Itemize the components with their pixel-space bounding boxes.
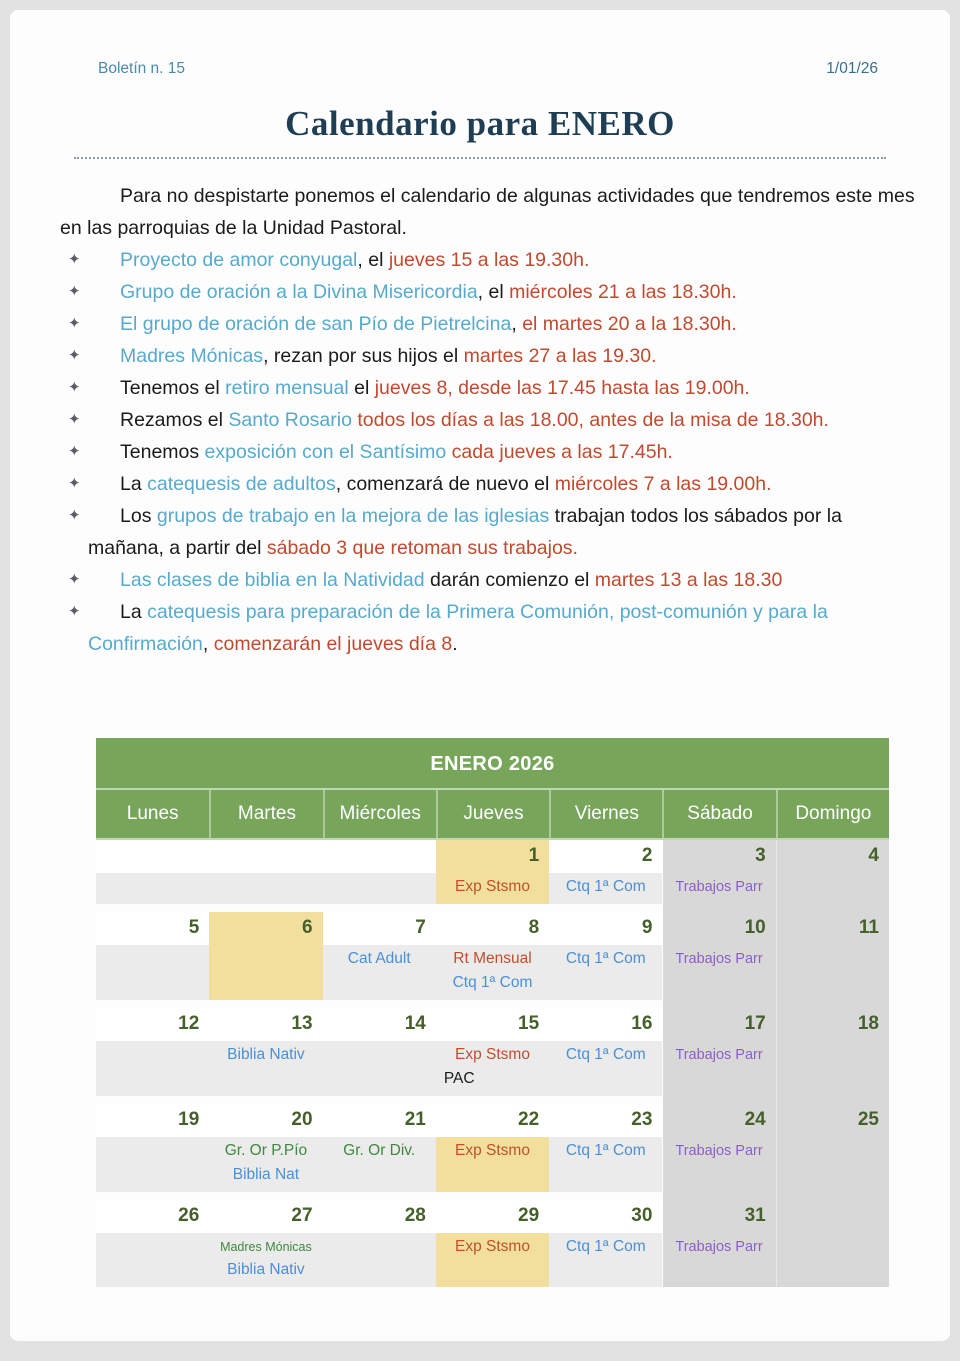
day-number: 4	[868, 845, 879, 866]
day-number: 17	[744, 1013, 766, 1034]
calendar-day-cell	[323, 912, 436, 1000]
day-number: 13	[209, 1008, 322, 1041]
day-events	[776, 873, 889, 904]
day-number: 27	[209, 1200, 322, 1233]
activity-item	[60, 276, 922, 308]
day-events	[662, 945, 775, 1000]
day-header: Lunes	[126, 803, 179, 824]
event-label: Gr. Or P.Pío	[224, 1142, 308, 1159]
day-events	[323, 1041, 436, 1096]
event-label: Exp Stsmo	[455, 1238, 530, 1255]
day-header: Sábado	[662, 790, 775, 838]
calendar-day-cell	[323, 1200, 436, 1287]
calendar-day-cell	[436, 912, 549, 1000]
day-events	[549, 873, 662, 904]
event-label: Biblia Nativ	[227, 1046, 305, 1063]
day-events	[662, 1233, 775, 1287]
calendar-day-cell	[209, 1104, 322, 1192]
calendar-day-cell	[662, 912, 775, 1000]
day-events	[436, 1137, 549, 1192]
day-number: 30	[549, 1200, 662, 1233]
day-number: 5	[96, 912, 209, 945]
day-events	[549, 945, 662, 1000]
text-segment: trabajan todos los sábados por la mañana, a partir del	[88, 505, 842, 559]
calendar-day-cell	[662, 1008, 775, 1096]
activity-list	[60, 244, 922, 660]
day-header: Domingo	[776, 790, 889, 838]
diamond-bullet-icon: ✦	[68, 315, 81, 332]
text-segment: miércoles 21 a las 18.30h.	[509, 281, 737, 303]
event-label: Trabajos Parr	[675, 879, 763, 895]
event-label: Rt Mensual	[453, 950, 532, 967]
event-label: Exp Stsmo	[455, 878, 530, 895]
diamond-bullet-icon: ✦	[68, 283, 81, 300]
event-label: Ctq 1ª Com	[565, 1046, 646, 1063]
calendar-day-cell	[209, 912, 322, 1000]
diamond-bullet-icon: ✦	[68, 507, 81, 524]
event-label: Trabajos Parr	[675, 951, 763, 967]
diamond-bullet-icon: ✦	[68, 443, 81, 460]
page-title: Calendario para ENERO	[285, 104, 675, 143]
text-segment: La	[120, 601, 148, 623]
day-events	[662, 1137, 775, 1192]
day-events	[662, 1041, 775, 1096]
event-label: Cat Adult	[347, 950, 411, 967]
day-header: Martes	[209, 790, 322, 838]
event-label: Ctq 1ª Com	[565, 1238, 646, 1255]
text-segment: Grupo de oración a la Divina Misericordia	[120, 281, 478, 303]
diamond-bullet-icon: ✦	[68, 571, 81, 588]
day-number: 7	[323, 912, 436, 945]
day-number: 14	[323, 1008, 436, 1041]
day-events	[776, 1233, 889, 1287]
week-row	[96, 1200, 889, 1287]
text-segment: el	[348, 377, 375, 399]
text-segment: .	[452, 633, 458, 655]
day-events	[209, 1233, 322, 1287]
day-events	[209, 1041, 322, 1096]
diamond-bullet-icon: ✦	[68, 347, 81, 364]
calendar-day-cell	[776, 1104, 889, 1192]
calendar-day-cell	[549, 1200, 662, 1287]
day-events	[776, 1137, 889, 1192]
week-row	[96, 912, 889, 1000]
calendar-day-cell	[662, 1104, 775, 1192]
text-segment: el martes 20 a la 18.30h.	[522, 313, 737, 335]
day-number: 29	[436, 1200, 549, 1233]
diamond-bullet-icon: ✦	[68, 379, 81, 396]
day-number: 15	[436, 1008, 549, 1041]
text-segment: martes 13 a las 18.30	[594, 569, 783, 591]
day-header: Jueves	[436, 790, 549, 838]
event-label: PAC	[443, 1070, 475, 1087]
calendar-title: ENERO 2026	[96, 738, 889, 788]
day-events	[323, 1137, 436, 1192]
calendar-day-cell	[96, 1200, 209, 1287]
calendar-day-cell	[96, 1008, 209, 1096]
week-row	[96, 840, 889, 904]
calendar-day-cell	[436, 1104, 549, 1192]
text-segment: Tenemos el	[120, 377, 226, 399]
content-area	[10, 159, 950, 660]
calendar-day-cell	[209, 840, 322, 904]
activity-item	[60, 372, 922, 404]
text-segment: darán comienzo el	[424, 569, 595, 591]
activity-item	[60, 564, 922, 596]
activity-item	[60, 436, 922, 468]
day-events	[436, 945, 549, 1000]
day-events	[549, 1233, 662, 1287]
day-number: 24	[744, 1109, 766, 1130]
event-label: Exp Stsmo	[455, 1046, 530, 1063]
text-segment: ,	[202, 633, 214, 655]
day-number: 8	[436, 912, 549, 945]
event-label: Biblia Nativ	[227, 1261, 305, 1278]
event-label: Gr. Or Div.	[343, 1142, 416, 1159]
day-number: 12	[96, 1008, 209, 1041]
text-segment: martes 27 a las 19.30.	[463, 345, 657, 367]
text-segment: exposición con el Santísimo	[204, 441, 447, 463]
text-segment: jueves 8, desde las 17.45 hasta las 19.00h.	[374, 377, 750, 399]
event-label: Madres Mónicas	[220, 1240, 312, 1254]
calendar-day-cell	[96, 840, 209, 904]
day-number	[96, 840, 209, 873]
event-label: Ctq 1ª Com	[452, 974, 533, 991]
diamond-bullet-icon: ✦	[68, 251, 81, 268]
day-events	[323, 945, 436, 1000]
intro-paragraph: Para no despistarte ponemos el calendario de algunas actividades que tendremos este mes en las parroquias de la Unidad Pastoral.	[60, 185, 915, 239]
day-events	[96, 1041, 209, 1096]
day-events	[776, 945, 889, 1000]
day-number: 25	[857, 1109, 879, 1130]
day-events	[96, 1137, 209, 1192]
text-segment: sábado 3 que retoman sus trabajos.	[266, 537, 578, 559]
day-events	[96, 873, 209, 904]
event-label: Ctq 1ª Com	[565, 878, 646, 895]
day-number: 21	[323, 1104, 436, 1137]
text-segment: catequesis de adultos	[147, 473, 336, 495]
text-segment: , comenzará de nuevo el	[335, 473, 555, 495]
page-header	[10, 10, 950, 78]
day-number: 6	[209, 912, 322, 945]
text-segment: miércoles 7 a las 19.00h.	[554, 473, 772, 495]
activity-item	[60, 308, 922, 340]
day-number: 26	[96, 1200, 209, 1233]
calendar-day-headers	[96, 788, 889, 840]
calendar-day-cell	[776, 912, 889, 1000]
event-label: Trabajos Parr	[675, 1047, 763, 1063]
day-number: 28	[323, 1200, 436, 1233]
day-number: 19	[96, 1104, 209, 1137]
text-segment: Rezamos el	[120, 409, 229, 431]
day-number	[776, 1200, 889, 1233]
activity-item	[60, 468, 922, 500]
day-number: 22	[436, 1104, 549, 1137]
bulletin-number: Boletín n. 15	[98, 60, 186, 77]
calendar-day-cell	[549, 1008, 662, 1096]
day-events	[96, 1233, 209, 1287]
day-number	[209, 840, 322, 873]
day-number: 16	[549, 1008, 662, 1041]
calendar-day-cell	[209, 1008, 322, 1096]
calendar-day-cell	[436, 1008, 549, 1096]
day-events	[209, 945, 322, 1000]
calendar-day-cell	[96, 912, 209, 1000]
calendar-day-cell	[549, 840, 662, 904]
day-events	[776, 1041, 889, 1096]
text-segment: ,	[511, 313, 523, 335]
event-label: Trabajos Parr	[675, 1143, 763, 1159]
text-segment: grupos de trabajo en la mejora de las iglesias	[156, 505, 550, 527]
text-segment: Madres Mónicas	[120, 345, 264, 367]
diamond-bullet-icon: ✦	[68, 475, 81, 492]
text-segment: comenzarán el jueves día 8	[213, 633, 453, 655]
day-events	[549, 1041, 662, 1096]
calendar-day-cell	[323, 1008, 436, 1096]
day-number: 3	[755, 845, 766, 866]
text-segment: Los	[120, 505, 157, 527]
activity-item	[60, 500, 922, 564]
activity-item	[60, 340, 922, 372]
day-number: 9	[549, 912, 662, 945]
event-label: Exp Stsmo	[455, 1142, 530, 1159]
calendar-day-cell	[662, 1200, 775, 1287]
day-events	[96, 945, 209, 1000]
day-header: Miércoles	[323, 790, 436, 838]
activity-item	[60, 404, 922, 436]
calendar-day-cell	[209, 1200, 322, 1287]
text-segment: catequesis para preparación de la Primera Comunión, post-comunión y para la Confirmación	[88, 601, 828, 655]
event-label: Biblia Nat	[232, 1166, 300, 1183]
calendar-day-cell	[436, 1200, 549, 1287]
text-segment: Proyecto de amor conyugal	[120, 249, 358, 271]
day-events	[436, 1233, 549, 1287]
calendar-day-cell	[776, 1008, 889, 1096]
calendar-table	[96, 738, 889, 1287]
text-segment: cada jueves a las 17.45h.	[446, 441, 673, 463]
day-number: 11	[858, 917, 879, 938]
event-label: Trabajos Parr	[675, 1239, 763, 1255]
diamond-bullet-icon: ✦	[68, 603, 81, 620]
calendar-body	[96, 840, 889, 1287]
text-segment: , el	[477, 281, 510, 303]
diamond-bullet-icon: ✦	[68, 411, 81, 428]
text-segment: retiro mensual	[225, 377, 349, 399]
calendar-day-cell	[776, 840, 889, 904]
day-events	[209, 873, 322, 904]
day-number: 1	[436, 840, 549, 873]
calendar-day-cell	[776, 1200, 889, 1287]
calendar-day-cell	[436, 840, 549, 904]
text-segment: todos los días a las 18.00, antes de la misa de 18.30h.	[351, 409, 829, 431]
text-segment: , el	[357, 249, 389, 271]
day-events	[549, 1137, 662, 1192]
calendar-day-cell	[549, 1104, 662, 1192]
day-events	[323, 1233, 436, 1287]
day-events	[436, 1041, 549, 1096]
issue-date: 1/01/26	[826, 60, 878, 77]
text-segment: Tenemos	[120, 441, 205, 463]
text-segment: jueves 15 a las 19.30h.	[388, 249, 590, 271]
text-segment: Santo Rosario	[228, 409, 352, 431]
activity-item	[60, 244, 922, 276]
calendar-day-cell	[323, 1104, 436, 1192]
day-events	[436, 873, 549, 904]
text-segment: El grupo de oración de san Pío de Pietrelcina	[120, 313, 512, 335]
day-number	[323, 840, 436, 873]
day-events	[323, 873, 436, 904]
calendar-day-cell	[662, 840, 775, 904]
day-number: 31	[744, 1205, 766, 1226]
event-label: Ctq 1ª Com	[565, 1142, 646, 1159]
activity-item	[60, 596, 922, 660]
day-number: 20	[209, 1104, 322, 1137]
text-segment: La	[120, 473, 148, 495]
day-events	[662, 873, 775, 904]
week-row	[96, 1008, 889, 1096]
text-segment: Las clases de biblia en la Natividad	[120, 569, 425, 591]
day-events	[209, 1137, 322, 1192]
text-segment: , rezan por sus hijos el	[263, 345, 464, 367]
calendar-day-cell	[96, 1104, 209, 1192]
calendar-day-cell	[323, 840, 436, 904]
day-number: 10	[744, 917, 766, 938]
day-number: 23	[549, 1104, 662, 1137]
calendar-day-cell	[549, 912, 662, 1000]
week-row	[96, 1104, 889, 1192]
event-label: Ctq 1ª Com	[565, 950, 646, 967]
bulletin-page	[10, 10, 950, 1341]
day-number: 2	[549, 840, 662, 873]
day-number: 18	[857, 1013, 879, 1034]
day-header: Viernes	[549, 790, 662, 838]
